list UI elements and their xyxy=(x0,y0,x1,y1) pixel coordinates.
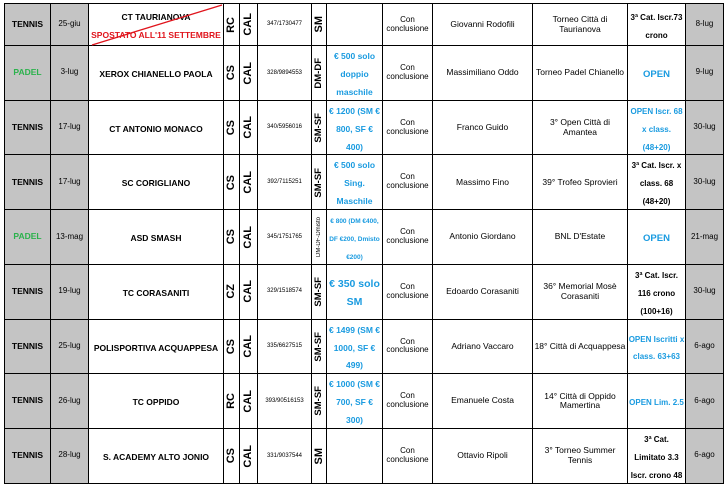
province-cell: RC xyxy=(224,374,240,429)
province-cell: CS xyxy=(224,210,240,265)
region-cell: CAL xyxy=(240,319,258,374)
club-name: SC CORIGLIANO xyxy=(121,178,191,189)
table-row xyxy=(5,46,724,101)
referee-cell: Antonio Giordano xyxy=(433,210,533,265)
end-date-cell: 6-ago xyxy=(686,374,724,429)
referee-cell: Massimiliano Oddo xyxy=(433,46,533,101)
prize-cell: € 500 solo doppio maschile xyxy=(327,46,383,101)
end-date-cell: 9-lug xyxy=(686,46,724,101)
conclusion-cell: Con conclusione xyxy=(383,46,433,101)
end-date-cell: 30-lug xyxy=(686,100,724,155)
sport-cell: TENNIS xyxy=(5,264,51,319)
start-date-cell: 17-lug xyxy=(51,155,89,210)
sport-cell: TENNIS xyxy=(5,429,51,484)
prize-cell: € 1000 (SM € 700, SF € 300) xyxy=(327,374,383,429)
type-cell: SM xyxy=(312,4,327,46)
province-cell: RC xyxy=(224,4,240,46)
referee-cell: Emanuele Costa xyxy=(433,374,533,429)
tournament-cell: 14° Città di Oppido Mamertina xyxy=(533,374,628,429)
club-cell xyxy=(89,374,224,429)
referee-cell: Edoardo Corasaniti xyxy=(433,264,533,319)
club-cell xyxy=(89,429,224,484)
type-cell: SM-SF xyxy=(312,319,327,374)
club-cell xyxy=(89,264,224,319)
category-cell: 3ª Cat. Iscr. 116 crono (100+16) xyxy=(628,264,686,319)
referee-cell: Ottavio Ripoli xyxy=(433,429,533,484)
tournament-table xyxy=(4,3,724,484)
province-cell: CS xyxy=(224,46,240,101)
type-cell: DM-DF xyxy=(312,46,327,101)
phone-cell: 347/1730477 xyxy=(258,4,312,46)
province-cell: CS xyxy=(224,429,240,484)
club-name: POLISPORTIVA ACQUAPPESA xyxy=(93,342,219,353)
phone-cell: 329/1518574 xyxy=(258,264,312,319)
category-cell: OPEN Iscr. 68 x class. (48+20) xyxy=(628,100,686,155)
phone-cell: 393/90516153 xyxy=(258,374,312,429)
referee-cell: Giovanni Rodofili xyxy=(433,4,533,46)
start-date-cell: 25-lug xyxy=(51,319,89,374)
tournament-cell: Torneo Padel Chianello xyxy=(533,46,628,101)
club-name: TC OPPIDO xyxy=(132,397,180,408)
prize-cell: € 1499 (SM € 1000, SF € 499) xyxy=(327,319,383,374)
region-cell: CAL xyxy=(240,264,258,319)
type-cell: SM-SF xyxy=(312,264,327,319)
tournament-cell: BNL D'Estate xyxy=(533,210,628,265)
tournament-cell: 3° Torneo Summer Tennis xyxy=(533,429,628,484)
sport-cell: TENNIS xyxy=(5,374,51,429)
category-cell: 3ª Cat. Iscr.73 crono xyxy=(628,4,686,46)
club-name: TC CORASANITI xyxy=(122,287,190,298)
category-cell: OPEN xyxy=(628,46,686,101)
table-row xyxy=(5,429,724,484)
prize-cell xyxy=(327,429,383,484)
phone-cell: 392/7115251 xyxy=(258,155,312,210)
type-cell: SM-SF xyxy=(312,100,327,155)
prize-cell: € 500 solo Sing. Maschile xyxy=(327,155,383,210)
region-cell: CAL xyxy=(240,210,258,265)
region-cell: CAL xyxy=(240,155,258,210)
start-date-cell: 19-lug xyxy=(51,264,89,319)
conclusion-cell: Con conclusione xyxy=(383,210,433,265)
province-cell: CS xyxy=(224,155,240,210)
table-row xyxy=(5,319,724,374)
club-note: SPOSTATO ALL'11 SETTEMBRE xyxy=(91,29,221,40)
end-date-cell: 21-mag xyxy=(686,210,724,265)
referee-cell: Franco Guido xyxy=(433,100,533,155)
table-row xyxy=(5,210,724,265)
prize-cell: € 1200 (SM € 800, SF € 400) xyxy=(327,100,383,155)
club-name: ASD SMASH xyxy=(130,233,182,244)
conclusion-cell: Con conclusione xyxy=(383,319,433,374)
phone-cell: 335/6627515 xyxy=(258,319,312,374)
type-cell: DM-DF-Dmisto xyxy=(312,210,327,265)
category-cell: OPEN xyxy=(628,210,686,265)
sport-cell: TENNIS xyxy=(5,100,51,155)
category-cell: OPEN Iscritti x class. 63+63 xyxy=(628,319,686,374)
conclusion-cell: Con conclusione xyxy=(383,100,433,155)
type-cell: SM xyxy=(312,429,327,484)
table-row xyxy=(5,100,724,155)
region-cell: CAL xyxy=(240,374,258,429)
end-date-cell: 6-ago xyxy=(686,319,724,374)
tournament-cell: 39° Trofeo Sprovieri xyxy=(533,155,628,210)
start-date-cell: 17-lug xyxy=(51,100,89,155)
start-date-cell: 25-giu xyxy=(51,4,89,46)
category-cell: OPEN Lim. 2.5 xyxy=(628,374,686,429)
phone-cell: 328/9894553 xyxy=(258,46,312,101)
sport-cell: TENNIS xyxy=(5,319,51,374)
category-cell: 3ª Cat. Iscr. x class. 68 (48+20) xyxy=(628,155,686,210)
table-row xyxy=(5,155,724,210)
phone-cell: 345/1751765 xyxy=(258,210,312,265)
tournament-cell: 3° Open Città di Amantea xyxy=(533,100,628,155)
club-name: CT ANTONIO MONACO xyxy=(109,123,203,134)
region-cell: CAL xyxy=(240,4,258,46)
prize-cell xyxy=(327,4,383,46)
start-date-cell: 13-mag xyxy=(51,210,89,265)
club-cell xyxy=(89,155,224,210)
conclusion-cell: Con conclusione xyxy=(383,4,433,46)
sport-cell: PADEL xyxy=(5,46,51,101)
phone-cell: 340/5956016 xyxy=(258,100,312,155)
end-date-cell: 30-lug xyxy=(686,264,724,319)
type-cell: SM-SF xyxy=(312,374,327,429)
end-date-cell: 8-lug xyxy=(686,4,724,46)
club-cell xyxy=(89,319,224,374)
referee-cell: Massimo Fino xyxy=(433,155,533,210)
region-cell: CAL xyxy=(240,100,258,155)
club-cell xyxy=(89,100,224,155)
phone-cell: 331/9037544 xyxy=(258,429,312,484)
table-row xyxy=(5,374,724,429)
end-date-cell: 6-ago xyxy=(686,429,724,484)
category-cell: 3ª Cat. Limitato 3.3 Iscr. crono 48 xyxy=(628,429,686,484)
start-date-cell: 26-lug xyxy=(51,374,89,429)
province-cell: CZ xyxy=(224,264,240,319)
tournament-cell: Torneo Città di Taurianova xyxy=(533,4,628,46)
club-cell xyxy=(89,210,224,265)
club-cell xyxy=(89,46,224,101)
start-date-cell: 28-lug xyxy=(51,429,89,484)
conclusion-cell: Con conclusione xyxy=(383,429,433,484)
conclusion-cell: Con conclusione xyxy=(383,155,433,210)
sport-cell: TENNIS xyxy=(5,4,51,46)
province-cell: CS xyxy=(224,100,240,155)
table-row xyxy=(5,264,724,319)
type-cell: SM-SF xyxy=(312,155,327,210)
end-date-cell: 30-lug xyxy=(686,155,724,210)
tournament-cell: 18° Città di Acquappesa xyxy=(533,319,628,374)
referee-cell: Adriano Vaccaro xyxy=(433,319,533,374)
prize-cell: € 350 solo SM xyxy=(327,264,383,319)
club-name: CT TAURIANOVA xyxy=(121,11,191,22)
strikethrough-line xyxy=(90,3,225,47)
start-date-cell: 3-lug xyxy=(51,46,89,101)
conclusion-cell: Con conclusione xyxy=(383,374,433,429)
region-cell: CAL xyxy=(240,429,258,484)
sport-cell: PADEL xyxy=(5,210,51,265)
tournament-cell: 36° Memorial Mosè Corasaniti xyxy=(533,264,628,319)
sport-cell: TENNIS xyxy=(5,155,51,210)
club-name: S. ACADEMY ALTO JONIO xyxy=(102,451,210,462)
prize-cell: € 800 (DM €400, DF €200, Dmisto €200) xyxy=(327,210,383,265)
conclusion-cell: Con conclusione xyxy=(383,264,433,319)
province-cell: CS xyxy=(224,319,240,374)
region-cell: CAL xyxy=(240,46,258,101)
club-name: XEROX CHIANELLO PAOLA xyxy=(99,68,213,79)
